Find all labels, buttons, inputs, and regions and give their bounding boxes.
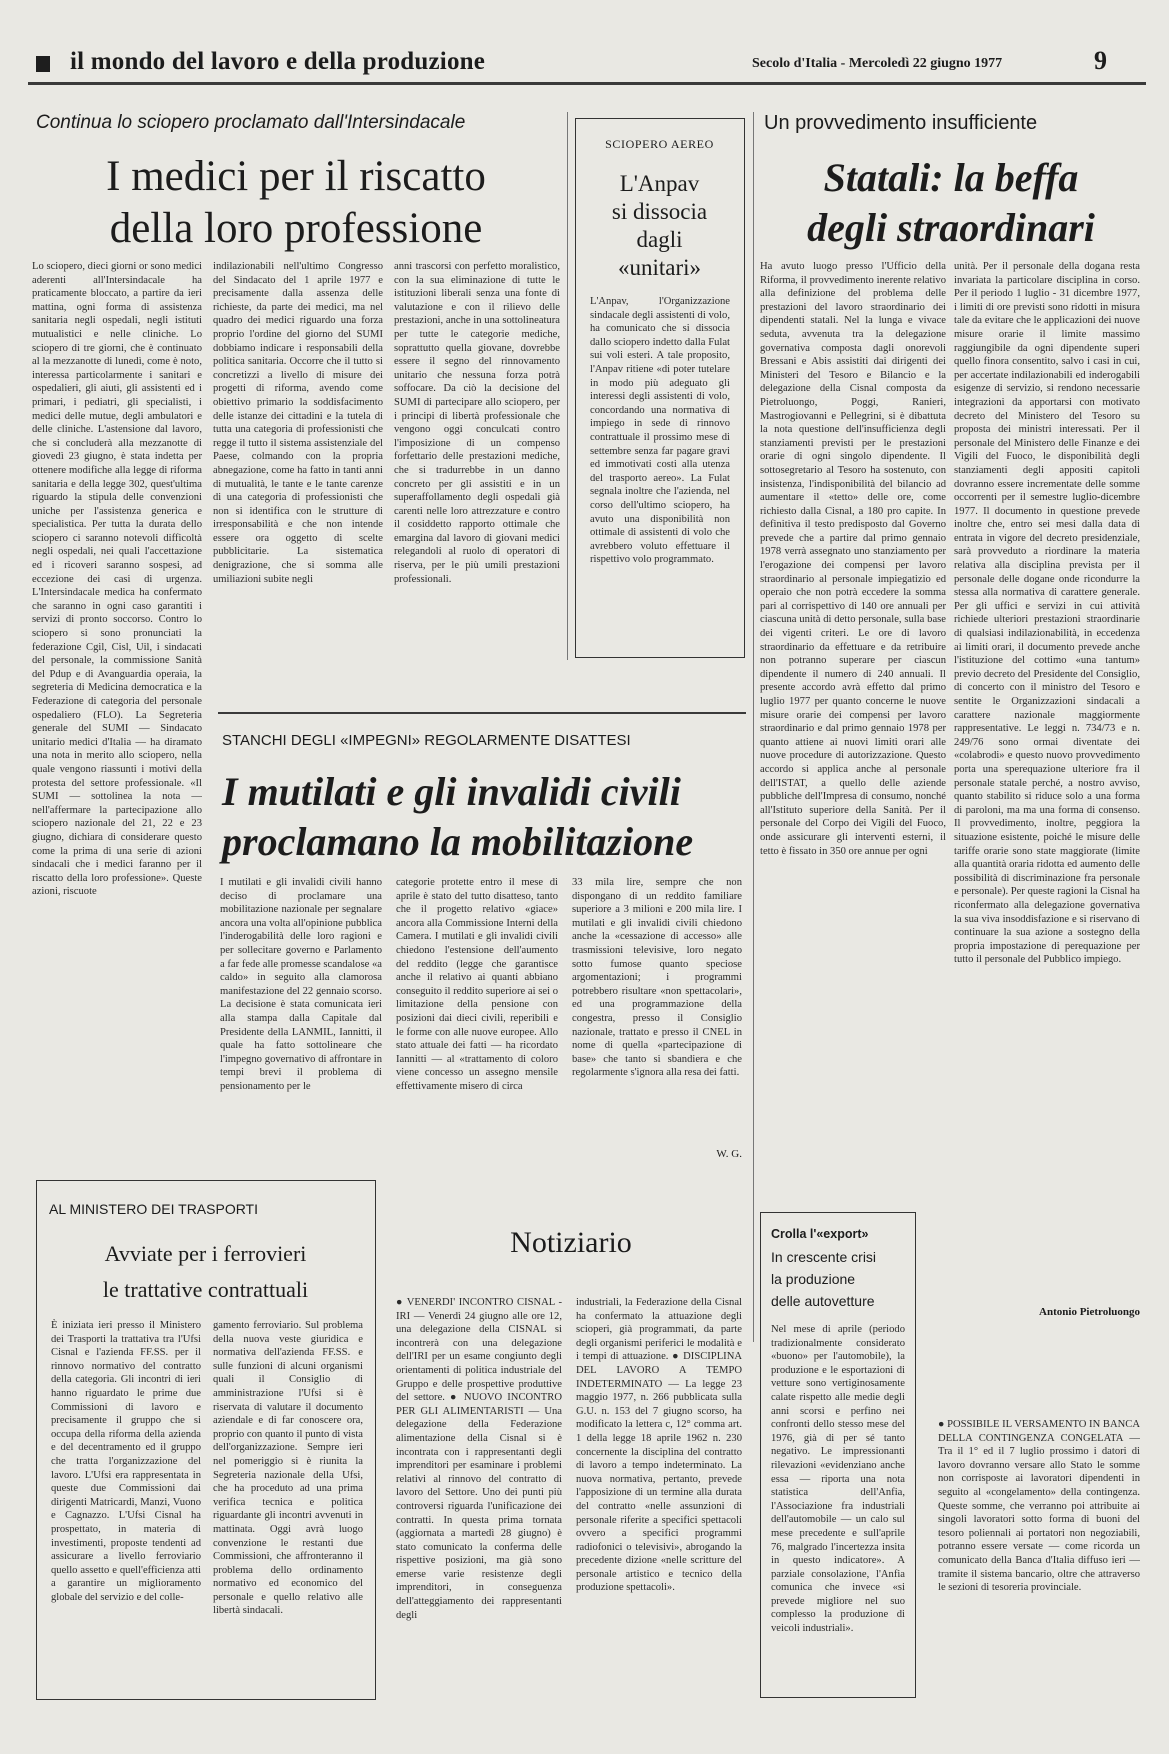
ferrovieri-column-2: gamento ferroviario. Sul problema della nuova veste giuridica e normativa dell'azienda FF.SS. e sulle funzioni di alcuni organismi quali il Consiglio di amministrazione l'Ufsi si è riservata di valutare il documento aziendale e di far conoscere ora, proprio con quanto il punto di vista dell'organizzazione. Sempre ieri nel pomeriggio si è riunita la Segreteria nazionale della Ufsi, che ha proceduto ad una prima verifica tecnica e politica riguardante gli incontri avvenuti in mattinata. Oggi avrà luogo convenzione le restanti due Commissioni, che affronteranno il problema dello ordinamento normativo ed economico del personale e quello relativo alle libertà sindacali. — [213, 1320, 363, 1617]
column-rule-left — [567, 112, 568, 660]
versamento-brief: ● POSSIBILE IL VERSAMENTO IN BANCA DELLA CONTINGENZA CONGELATA — Tra il 1° ed il 7 luglio prossimo i datori di lavoro dovranno versare allo Stato le somme non corrisposte ai lavoratori dipendenti in seguito al «congelamento» della contingenza. Queste somme, che verranno poi attribuite ai singoli lavoratori sotto forma di buoni del tesoro poliennali ai portatori non negoziabili, potranno essere versate — come ricorda un comunicato della Banca d'Italia diffuso ieri — tramite il sistema bancario, oltre che attraverso le sezioni di tesoreria provinciale. — [938, 1419, 1140, 1594]
anpav-headline-line1: L'Anpav — [619, 171, 700, 196]
export-box — [760, 1212, 916, 1698]
medici-kicker: Continua lo sciopero proclamato dall'Intersindacale — [36, 112, 466, 133]
ferrovieri-column-1: È iniziata ieri presso il Ministero dei Trasporti la trattativa tra l'Ufsi Cisnal e l'azienda FF.SS. per il rinnovo normativo del contratto della categoria. Gli incontri di ieri hanno riguardato le prime due Commissioni di lavoro e precisamente il gruppo che si occupa della riforma della azienda e del decentramento ed il gruppo che tratta l'organizzazione del lavoro. L'Ufsi era rappresentata in queste due Commissioni dai dirigenti Matricardi, Manzi, Vuono e Cagnazzo. L'Ufsi Cisnal ha prospettato, in materia di investimenti, proposte tendenti ad assicurare a livello ferroviario quello assetto e quell'efficienza atti a garantire un miglioramento globale del servizio e del colle- — [51, 1320, 201, 1603]
anpav-box — [575, 118, 745, 658]
page-number: 9 — [1094, 46, 1107, 75]
section-bullet-icon — [36, 56, 50, 72]
mutilati-headline-line2: proclamano la mobilitazione — [222, 819, 694, 864]
statali-signature: Antonio Pietroluongo — [1039, 1306, 1140, 1318]
statali-headline-line1: Statali: la beffa — [823, 155, 1079, 200]
medici-column-3: anni trascorsi con perfetto moralistico, con la sua eliminazione di tutte le istituzioni liberali senza una fonte di valutazione e con il rilievo delle prestazioni, anche in una sottolineatura per tutte le categorie mediche, soprattutto quella giovane, dovrebbe essere il segno del rinnovamento unitario che nessuna forza potrà soffocare. Da ciò la decisione del SUMI di partecipare allo sciopero, per i principi di libertà professionale che vengono oggi conculcati contro l'imposizione di un compenso forfettario delle prestazioni mediche, che si tradurrebbe in un danno concreto per gli assistiti e in un superaffollamento degli ospedali già carenti nelle loro attrezzature e contro il cosiddetto rapporto ottimale che emargina dal lavoro di giovani medici relegandoli al ruolo di operatori di riserva, per le più umili prestazioni professionali. — [394, 261, 560, 585]
notiziario-section — [392, 1200, 750, 1700]
notiziario-column-2: industriali, la Federazione della Cisnal ha confermato la attuazione degli scioperi, già programmati, da parte degli organismi periferici le modalità e i tempi di attuazione. ● DISCIPLINA DEL LAVORO A TEMPO INDETERMINATO — La legge 23 maggio 1977, n. 266 pubblicata sulla G.U. n. 153 del 7 giugno scorso, ha modificato la lettera c, 12° comma art. 1 della legge 18 aprile 1962 n. 230 concernente la disciplina del contratto di lavoro a tempo indeterminato. La nuova normativa, pertanto, prevede l'apposizione di un termine alla durata del contratto «nelle assunzioni di personale riferite a specifici spettacoli ovvero a specifici programmi radiofonici o televisivi», abrogando la precedente dizione «nelle scritture del personale artistico e tecnico della produzione spettacoli». — [576, 1297, 742, 1594]
ferrovieri-headline-line2: le trattative contrattuali — [102, 1277, 309, 1302]
mutilati-top-rule — [218, 712, 746, 714]
medici-headline-line2: della loro professione — [109, 205, 483, 252]
mutilati-column-1: I mutilati e gli invalidi civili hanno deciso di proclamare una mobilitazione nazionale per segnalare ancora una volta all'opinione pubblica l'inderogabilità delle loro ragioni e per sollecitare governo e Parlamento a far fede alle promesse scandalose «a caldo» in seguito alla clamorosa manifestazione del 22 gennaio scorso. La decisione è stata comunicata ieri alla stampa dalla Capitale dal Presidente della LANMIL, Iannitti, il quale ha fatto sottolineare che l'impegno governativo di affrontare in tempi brevi il problema di pensionamento per le — [220, 877, 382, 1092]
anpav-headline-line2: si dissocia — [611, 199, 708, 224]
mutilati-article — [218, 718, 746, 1168]
export-body: Nel mese di aprile (periodo tradizionalmente considerato «buono» per l'automobile), la produzione e le esportazioni di vetture sono vertiginosamente calate rispetto alle medie degli anni scorsi e perfino nei confronti dello stesso mese del 1976, già di per sé tanto negativo. Le impressionanti rilevazioni «evidenziano anche essa — riporta una nota statistica dell'Anfia, l'Associazione fra industriali dell'automobile — un calo sul mese precedente e sull'aprile 76, malgrado l'incertezza insita in questo indicatore». A parziale consolazione, l'Anfia comunica che invece «si prevede migliore nel suo complesso la produzione di veicoli industriali». — [771, 1324, 905, 1635]
export-headline-line3: la produzione — [771, 1271, 856, 1287]
masthead-rule — [28, 82, 1146, 85]
mutilati-kicker: STANCHI DEGLI «IMPEGNI» REGOLARMENTE DISATTESI — [222, 732, 631, 749]
medici-column-1: Lo sciopero, dieci giorni or sono medici aderenti all'Intersindacale ha praticamente bloccato, a partire da ieri mattina, ogni forma di assistenza sanitaria negli ospedali, negli istituti mutualistici e nelle cliniche. Lo sciopero di tre giorni, che è continuato al la mezzanotte di lunedì, come è noto, interessa particolarmente i sanitari e ospedalieri, gli aiuti, gli assistenti ed i primari, i pediatri, gli specialisti, i medici delle mutue, degli ambulatori e delle cliniche. L'astensione dal lavoro, che si concluderà alla mezzanotte di giovedì 23 giugno, è stata indetta per ottenere modifiche alla legge di riforma sanitaria e della legge 302, quest'ultima riguardo la stipula delle convenzioni uniche per l'assistenza generica e specialistica. Per tutta la durata dello sciopero ci saranno notevoli difficoltà negli ospedali, nei quali l'accettazione ed i ricoveri saranno sospesi, ad eccezione dei casi di urgenza. L'Intersindacale medica ha confermato che saranno in ogni caso garantiti i servizi di pronto soccorso. Contro lo sciopero si sono pronunciati la federazione Cgil, Cisl, Uil, i sindacati del personale, la commissione Sanità del Pdup e di Avanguardia operaia, la segreteria di Medicina democratica e la Federazione di categoria del personale ospedaliero (FLO). La Segreteria generale del SUMI — Sindacato unitario medici d'Italia — ha diramato una nota in merito allo sciopero, nella quale vengono riassunti i motivi della protesta del settore professionale. «Il SUMI — sottolinea la nota — nell'affermare la partecipazione allo sciopero nazionale del 21, 22 e 23 giugno, dichiara di considerare questo come la prima di una serie di azioni sindacali che i medici faranno per il riscatto della loro professione». Queste azioni, riscuote — [32, 261, 202, 898]
statali-article — [756, 108, 1146, 1338]
anpav-headline-line4: «unitari» — [617, 255, 702, 280]
column-rule-right — [753, 112, 754, 1342]
export-headline-line2: In crescente crisi — [771, 1249, 877, 1265]
masthead — [0, 0, 1169, 100]
anpav-headline-line3: dagli — [636, 227, 683, 252]
export-headline-line1: Crolla l'«export» — [771, 1227, 869, 1241]
mutilati-column-3: 33 mila lire, sempre che non dispongano di un reddito familiare superiore a 3 milioni e 200 mila lire. I mutilati e gli invalidi civili chiedono anche la «cessazione di accesso» alle trasmissioni televisive, loro negato sotto fumose quanto speciose argomentazioni; i programmi potrebbero risultare «non spettacolari», ed una programmazione della congestra, presso il Consiglio nazionale, trattato e presso il CNEL in nome di quella «partecipazione di base» che tanto si sbandiera e che regolarmente s'ignora alla resa dei fatti. — [572, 877, 742, 1079]
statali-headline-line2: degli straordinari — [807, 205, 1095, 250]
section-title: il mondo del lavoro e della produzione — [70, 48, 486, 75]
medici-headline-line1: I medici per il riscatto — [106, 153, 486, 200]
mutilati-headline-line1: I mutilati e gli invalidi civili — [222, 769, 681, 814]
statali-kicker: Un provvedimento insufficiente — [764, 112, 1038, 134]
notiziario-title: Notiziario — [510, 1226, 632, 1259]
anpav-body: L'Anpav, l'Organizzazione sindacale degli assistenti di volo, ha comunicato che si dissocia dallo sciopero indetto dalla Fulat sui voli esteri. A tale proposito, l'Anpav ritiene «di poter tutelare in modo più adeguato gli interessi degli assistenti di volo, concordando una normativa di impiego in sede di rinnovo contrattuale il prossimo mese di settembre senza far pagare gravi ed immotivati costi alla utenza del trasporto aereo». La Fulat segnala inoltre che l'azienda, nel corso dell'ultimo sciopero, ha avuto una disponibilità non ottimale di assistenti di volo che avrebbero voluto effettuare il rispettivo volo programmato. — [590, 296, 730, 566]
mutilati-signature: W. G. — [716, 1148, 742, 1160]
mutilati-column-2: categorie protette entro il mese di aprile è stato del tutto disatteso, tanto che il progetto relativo «giace» ancora alla Commissione Interni della Camera. I mutilati e gli invalidi civili chiedono l'estensione dell'aumento del reddito (legge che garantisce anche il relativo ai quanti abbiano conseguito il reddito superiore ai sei o limitazione della pensione con posizioni dai dieci civili, reperibili e le forme con alle nuove europee. Allo stato attuale dei fatti — ha ricordato Iannitti — al «trattamento di coloro viene concesso un assegno mensile effettivamente misero di circa — [396, 877, 558, 1092]
paper-date: Secolo d'Italia - Mercoledì 22 giugno 1977 — [752, 56, 1003, 71]
statali-column-2: unità. Per il personale della dogana resta invariata la particolare disciplina in corso. Per il periodo 1 luglio - 31 dicembre 1977, i limiti di ore previsti sono ridotti in misura tale da evitare che le applicazioni dei nuove misure orarie il limite massimo raggiungibile da ogni dipendente superi quello finora consentito, salvo i casi in cui, per accertate indilazionabili ed inderogabili esigenze di servizio, si rendono necessarie integrazioni da apportarsi con motivato decreto del Ministero del Tesoro su proposta dei ministri interessati. Per il personale del Ministero delle Finanze e dei Vigili del Fuoco, le disponibilità degli stanziamenti degli appositi capitoli dovranno essere incrementate delle somme occorrenti per il semestre luglio-dicembre 1977. Il documento in questione prevede inoltre che, entro sei mesi dalla data di entrata in vigore del decreto presidenziale, sarà provveduto a riordinare la materia relativa alla disciplina prevista per il personale delle dogane onde ricondurre la stessa alla normativa di carattere generale. Per gli uffici e servizi in cui attività richiede ulteriori prestazioni straordinarie di qualsiasi indilazionabilità, in eccedenza ai limiti orari, il documento prevede anche l'istituzione del cottimo «una tantum» previo decreto del Presidente del Consiglio, di concerto con il ministro del Tesoro e sentite le Organizzazioni sindacali a carattere nazionale maggiormente rappresentative. Le leggi n. 734/73 e n. 249/76 sono ormai diventate dei «colabrodi» e questo nuovo provvedimento porta una sperequazione ulteriore fra il personale statale perché, a nostro avviso, quanto stabilito si riduce solo a una forma di paroloni, ma ma una forma di consenso. Il provvedimento, inoltre, peggiora la situazione esistente, poiché le misure delle tariffe orarie sono state maggiorate (limite alla quantità oraria ridotta ed aumento delle possibilità di discriminazione fra personale e personale). Per queste ragioni la Cisnal ha riconfermato alla delegazione governativa la sua viva insoddisfazione e si riservano di continuare la sua azione a sostegno della propria impostazione di perequazione per tutto il personale del Pubblico impiego. — [954, 261, 1140, 966]
ferrovieri-kicker: AL MINISTERO DEI TRASPORTI — [49, 1201, 259, 1217]
export-headline-line4: delle autovetture — [771, 1293, 875, 1309]
statali-column-1: Ha avuto luogo presso l'Ufficio della Riforma, il provvedimento inerente relativo alla definizione del problema delle prestazioni del lavoro straordinario dei dipendenti statali. Nel la lunga e vivace seduta, avvenuta tra la delegazione governativa composta dagli onorevoli Bressani e Abis assistiti dai dirigenti dei Ministeri del Tesoro e Bilancio e la delegazione della Cisnal composta da Pietroluongo, Poggi, Ranieri, Mastrogiovanni e Pellegrini, si è dibattuta la nota questione dell'insufficienza degli stanziamenti previsti per le prestazioni orarie di ogni singolo dipendente. Il sottosegretario al Tesoro ha sostenuto, con insistenza, l'indisponibilità del bilancio ad aumentare il «tetto» delle ore, come richiesto dalla Cisnal, a 180 pro capite. In definitiva il testo predisposto dal Governo prevede che a partire dal primo gennaio 1978 verrà assegnato uno stanziamento per l'erogazione dei compensi per lavoro straordinario al personale impiegatizio ed operaio che non potrà eccedere la somma pari al corrispettivo di 140 ore annuali per ciascuna unità di detto personale, sulla base dei vigenti criteri. Le ore di lavoro straordinario da effettuare e da retribuire non potranno superare per ciascun dipendente il numero di 240 annuali. Il presente accordo avrà effetto dal primo luglio 1977 per quanto concerne le nuove misure orarie dei compensi per lavoro straordinario e dal primo gennaio 1978 per quanto attiene ai nuovi limiti orari alle nuove procedure di autorizzazione. Questo accordo si applica anche al personale dell'ISTAT, a quello delle aziende pubbliche dell'Impresa di consumo, nonché all'Istituto superiore della Sanità. Per il personale del Corpo dei Vigili del Fuoco, onde assicurare gli interventi esterni, il tetto è fissato in 350 ore annue per ogni — [760, 261, 946, 857]
ferrovieri-headline-line1: Avviate per i ferrovieri — [104, 1241, 307, 1266]
anpav-kicker: SCIOPERO AEREO — [605, 137, 714, 151]
medici-column-2: indilazionabili nell'ultimo Congresso del Sindacato del 1 aprile 1977 e precisamente dalla assenza delle richieste, da parte dei medici, ma nel quadro dei medici riguardo una forza proprio l'ordine del giorno del SUMI dobbiamo indicare i responsabili della politica sanitaria. Occorre che il tutto si concretizzi a livello di misure dei progetti di riforma, avendo come obiettivo primario la soddisfacimento delle istanze dei cittadini e la tutela di tutta una categoria di professionisti che regge il tutto il sistema assistenziale del Paese, colmando con la propria abnegazione, come ha fatto in tanti anni di mutualità, le tante e le tante carenze di una categoria di professionisti che non si identifica con le strutture di irresponsabilità e che non intende essere ora oggetto di scelte pubblicitarie. La sistematica denigrazione, che si somma alle umiliazioni subite negli — [213, 261, 383, 585]
ferrovieri-box — [36, 1180, 376, 1700]
notiziario-column-1: ● VENERDI' INCONTRO CISNAL - IRI — Venerdì 24 giugno alle ore 12, una delegazione della CISNAL si incontrerà con una delegazione dell'IRI per un esame congiunto degli orientamenti di politica industriale del Gruppo e delle prospettive produttive del settore. ● NUOVO INCONTRO PER GLI ALIMENTARISTI — Una delegazione della Federazione alimentazione della Cisnal si è incontrata con i rappresentanti degli imprenditori per esaminare i problemi relativi al rinnovo del contratto di lavoro del Settore. Uno dei punti più controversi riguarda l'unificazione dei contratti. In questa prima tornata (aggiornata a martedì 28 giugno) è stato comunicato la conferma delle rispettive posizioni, ma già sono emerse varie resistenze degli imprenditori, in conseguenza dell'atteggiamento dei rappresentanti degli — [396, 1297, 562, 1621]
